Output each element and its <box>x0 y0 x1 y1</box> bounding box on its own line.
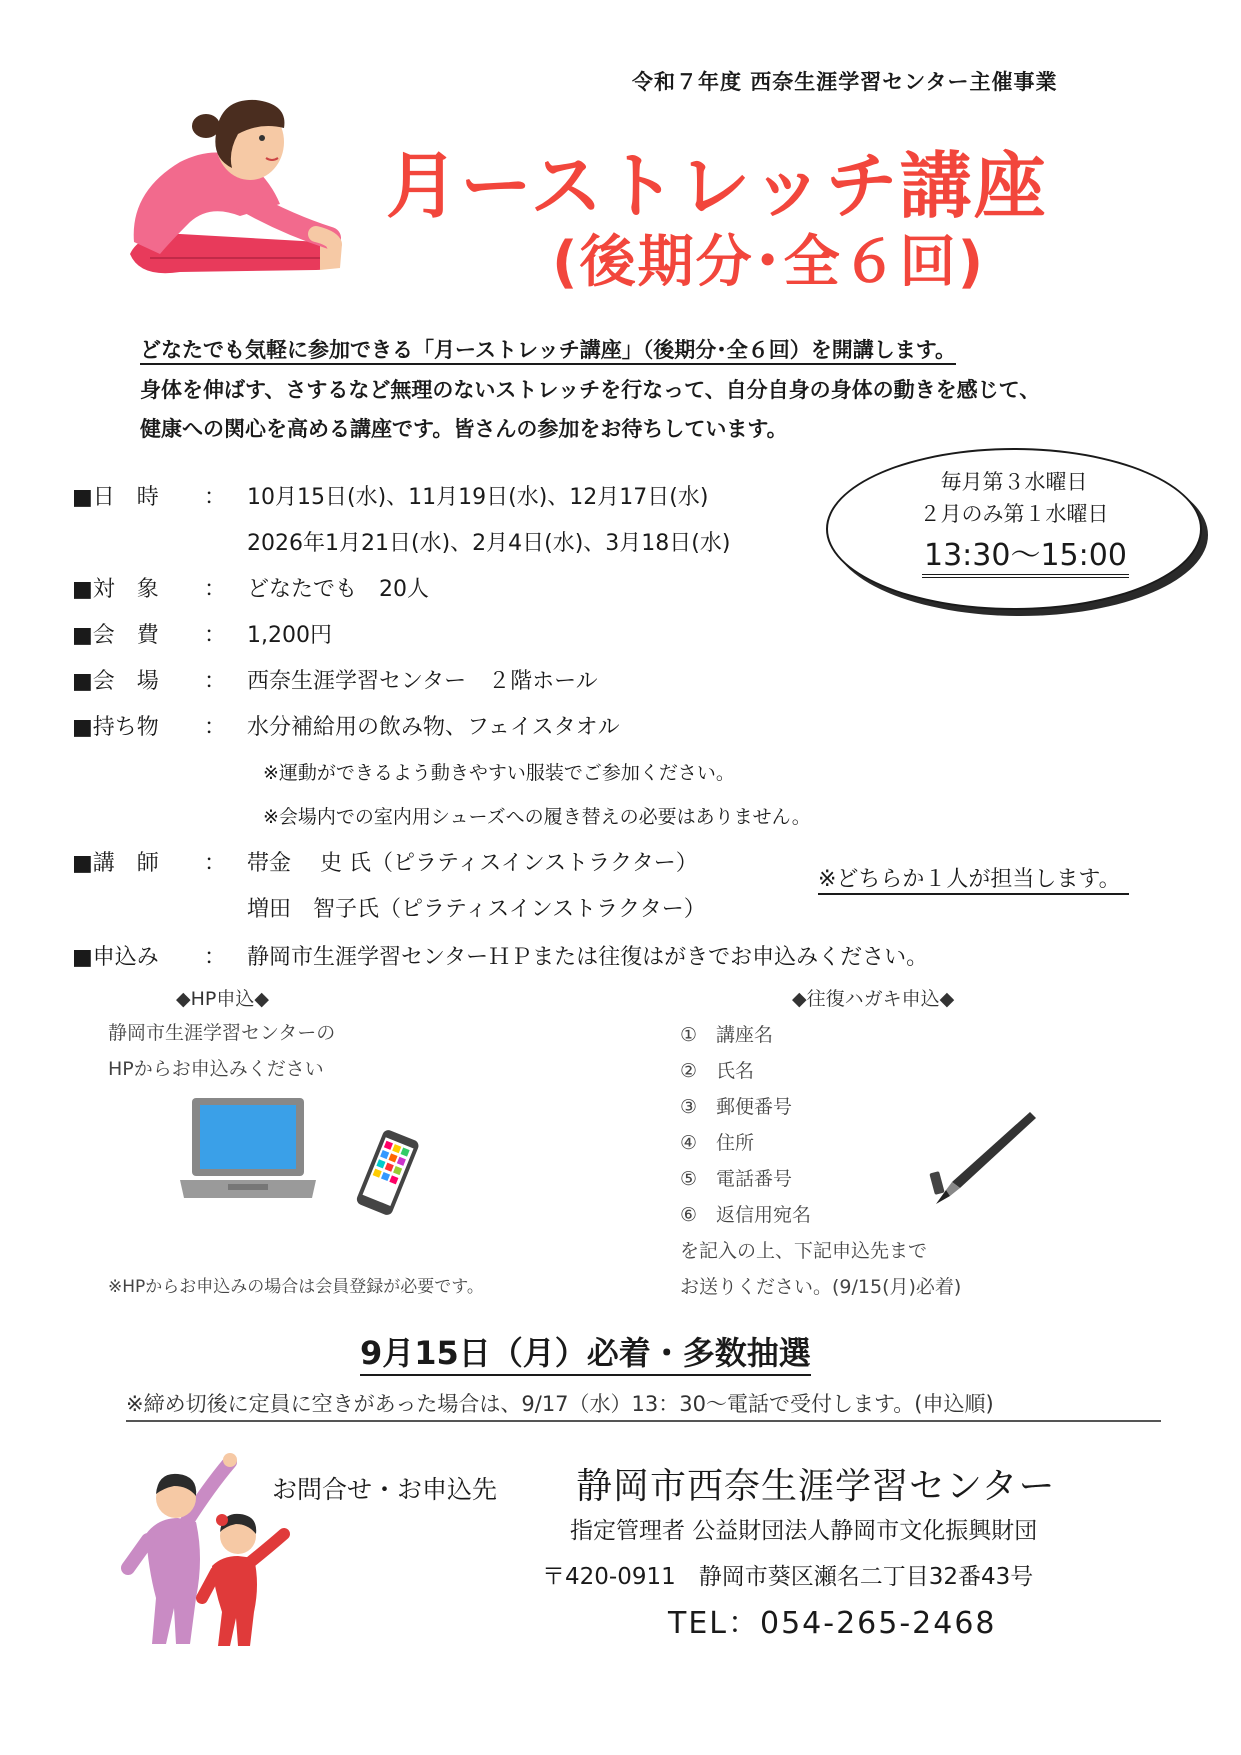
postcard-apply-heading: ◆往復ハガキ申込◆ <box>792 988 955 1010</box>
smartphone-icon <box>348 1126 424 1222</box>
hp-member-note: ※HPからお申込みの場合は会員登録が必要です。 <box>108 1277 484 1297</box>
laptop-icon <box>176 1094 320 1206</box>
datetime-label: ■日 時 <box>72 485 159 510</box>
address-line: 〒420-0911 静岡市葵区瀬名二丁目32番43号 <box>542 1564 1034 1590</box>
hp-apply-heading: ◆HP申込◆ <box>176 988 269 1010</box>
venue-value: 西奈生涯学習センター ２階ホール <box>247 669 598 694</box>
late-acceptance-note: ※締め切後に定員に空きがあった場合は、9/17（水）13：30～電話で受付します。(申込順) <box>126 1388 1161 1422</box>
shoes-note: ※会場内での室内用シューズへの履き替えの必要はありません。 <box>263 806 811 828</box>
intro-line-1: どなたでも気軽に参加できる「月ーストレッチ講座」（後期分･全６回）を開講します。 <box>140 334 956 364</box>
colon: ： <box>204 851 227 876</box>
apply-label: ■申込み <box>72 945 159 970</box>
colon: ： <box>204 577 227 602</box>
center-name: 静岡市西奈生涯学習センター <box>576 1466 1056 1507</box>
clothing-note: ※運動ができるよう動きやすい服装でご参加ください。 <box>263 762 735 784</box>
instructor-label: ■講 師 <box>72 851 159 876</box>
datetime-line-1: 10月15日(水)、11月19日(水)、12月17日(水) <box>247 485 709 510</box>
instructor-note: ※どちらか１人が担当します。 <box>818 862 1129 895</box>
hp-apply-line-1: 静岡市生涯学習センターの <box>108 1022 336 1044</box>
schedule-line-2: ２月のみ第１水曜日 <box>919 502 1109 526</box>
manager-line: 指定管理者 公益財団法人静岡市文化振興財団 <box>570 1518 1038 1544</box>
colon: ： <box>204 669 227 694</box>
target-label: ■対 象 <box>72 577 159 602</box>
apply-value: 静岡市生涯学習センターＨＰまたは往復はがきでお申込みください。 <box>247 945 929 970</box>
schedule-bubble <box>826 448 1202 610</box>
phone-number[interactable]: TEL：054-265-2468 <box>668 1606 997 1641</box>
fee-label: ■会 費 <box>72 623 159 648</box>
colon: ： <box>204 623 227 648</box>
fee-value: 1,200円 <box>247 623 332 648</box>
page-title: 月ーストレッチ講座 <box>386 144 1048 228</box>
pen-icon <box>926 1106 1038 1208</box>
schedule-line-1: 毎月第３水曜日 <box>940 470 1088 494</box>
datetime-line-2: 2026年1月21日(水)、2月4日(水)、3月18日(水) <box>247 531 731 556</box>
stretching-woman-illustration <box>120 92 350 302</box>
intro-line-3: 健康への関心を高める講座です。皆さんの参加をお待ちしています。 <box>140 417 788 441</box>
target-value: どなたでも 20人 <box>247 577 429 602</box>
venue-label: ■会 場 <box>72 669 159 694</box>
hp-apply-line-2: HPからお申込みください <box>108 1058 324 1080</box>
colon: ： <box>204 485 227 510</box>
colon: ： <box>204 715 227 740</box>
deadline-headline: 9月15日（月）必着・多数抽選 <box>360 1328 811 1376</box>
contact-label: お問合せ・お申込先 <box>272 1475 498 1504</box>
instructor-1: 帯金 史 氏（ピラティスインストラクター） <box>247 851 698 876</box>
sponsor-line: 令和７年度 西奈生涯学習センター主催事業 <box>632 70 1058 94</box>
postcard-item-3: ③ 郵便番号 <box>680 1096 793 1118</box>
items-value: 水分補給用の飲み物、フェイスタオル <box>247 715 620 740</box>
postcard-footer-1: を記入の上、下記申込先まで <box>680 1240 928 1262</box>
schedule-time: 13:30～15:00 <box>922 530 1129 578</box>
postcard-footer-2: お送りください。(9/15(月)必着) <box>680 1276 962 1298</box>
instructor-2: 増田 智子氏（ピラティスインストラクター） <box>247 897 706 922</box>
postcard-item-6: ⑥ 返信用宛名 <box>680 1204 812 1226</box>
postcard-item-4: ④ 住所 <box>680 1132 755 1154</box>
page-subtitle: (後期分･全６回) <box>552 230 986 295</box>
postcard-item-2: ② 氏名 <box>680 1060 755 1082</box>
postcard-item-5: ⑤ 電話番号 <box>680 1168 793 1190</box>
postcard-item-1: ① 講座名 <box>680 1024 774 1046</box>
items-label: ■持ち物 <box>72 715 159 740</box>
colon: ： <box>204 945 227 970</box>
intro-line-2: 身体を伸ばす、さするなど無理のないストレッチを行なって、自分自身の身体の動きを感じて、 <box>140 378 1041 402</box>
